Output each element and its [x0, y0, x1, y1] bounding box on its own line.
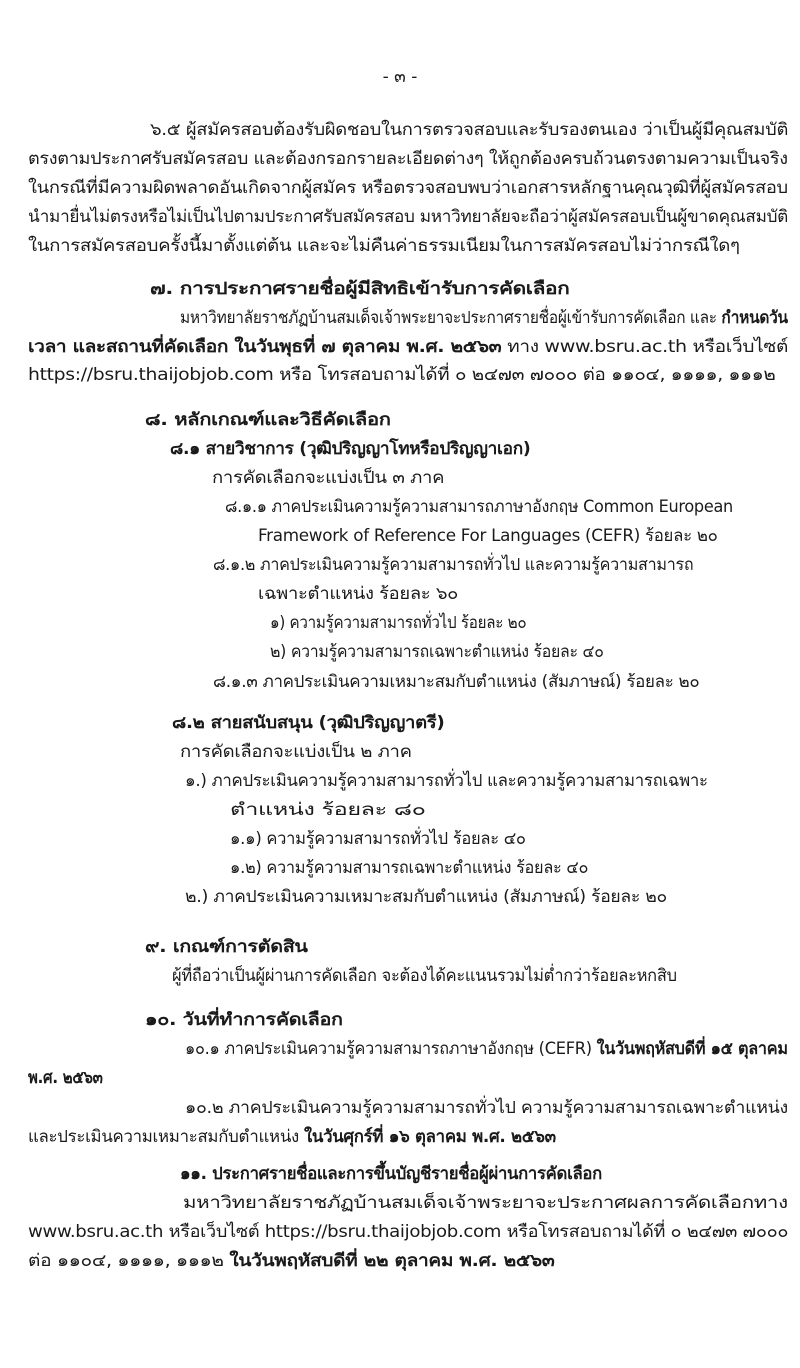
text-run: พ.ศ. ๒๕๖๓	[28, 1068, 103, 1088]
para-line	[180, 306, 788, 330]
para-line	[28, 1066, 103, 1090]
subsection-heading-8-2	[172, 711, 445, 735]
text-run: ในวันพฤหัสบดีที่ ๒๒ ตุลาคม พ.ศ. ๒๕๖๓	[229, 1251, 555, 1271]
text-run: ตรงตามประกาศรับสมัครสอบ และต้องกรอกรายละเอียดต่างๆ ให้ถูกต้องครบถ้วนตรงตามความเป็นจริง	[28, 149, 788, 169]
text-run: นำมายื่นไม่ตรงหรือไม่เป็นไปตามประกาศรับสมัครสอบ มหาวิทยาลัยจะถือว่าผู้สมัครสอบเป็นผู้ขาดคุณสมบัติ	[28, 207, 789, 227]
text-run: และประเมินความเหมาะสมกับตำแหน่ง	[28, 1127, 304, 1147]
para-line	[28, 1220, 788, 1244]
text-run: www.bsru.ac.th หรือเว็บไซต์ https://bsru.thaijobjob.com หรือโทรสอบถามได้ที่ ๐ ๒๔๗๓ ๗๐๐๐	[28, 1222, 789, 1242]
text-run: ๑๐.๒ ภาคประเมินความรู้ความสามารถทั่วไป ความรู้ความสามารถเฉพาะตำแหน่ง	[185, 1098, 788, 1118]
text-run: ๑.๑) ความรู้ความสามารถทั่วไป ร้อยละ ๔๐	[230, 829, 526, 849]
para-line	[28, 205, 788, 229]
text-run: ผู้ที่ถือว่าเป็นผู้ผ่านการคัดเลือก จะต้องได้คะแนนรวมไม่ต่ำกว่าร้อยละหกสิบ	[172, 966, 677, 986]
para-line	[185, 1096, 788, 1120]
text-run: มหาวิทยาลัยราชภัฏบ้านสมเด็จเจ้าพระยาจะประกาศผลการคัดเลือกทาง	[183, 1193, 788, 1213]
list-line	[230, 798, 425, 822]
list-line	[185, 769, 708, 793]
list-line	[180, 740, 412, 764]
list-line	[213, 670, 699, 694]
list-line	[213, 553, 693, 577]
text-run: ๒) ความรู้ความสามารถเฉพาะตำแหน่ง ร้อยละ ๔๐	[270, 642, 604, 662]
text-run: ๑๑. ประกาศรายชื่อและการขึ้นบัญชีรายชื่อผู้ผ่านการคัดเลือก	[180, 1164, 602, 1184]
list-line	[258, 582, 458, 606]
page-number: - ๓ -	[382, 67, 418, 87]
para-line	[28, 335, 788, 359]
text-run: ในการสมัครสอบครั้งนี้มาตั้งแต่ต้น และจะไม่คืนค่าธรรมเนียมในการสมัครสอบไม่ว่ากรณีใดๆ	[28, 236, 740, 256]
text-run: ทาง www.bsru.ac.th หรือเว็บไซต์	[501, 337, 789, 357]
list-line	[230, 827, 526, 851]
para-line	[172, 964, 677, 988]
text-run: ตำแหน่ง ร้อยละ ๘๐	[230, 800, 426, 820]
text-run: ๘.๑.๑ ภาคประเมินความรู้ความสามารถภาษาอังกฤษ Common European	[225, 497, 733, 517]
list-line	[230, 856, 588, 880]
text-run: ๘.๒ สายสนับสนุน (วุฒิปริญญาตรี)	[172, 713, 445, 733]
text-run: ต่อ ๑๑๐๔, ๑๑๑๑, ๑๑๑๒	[28, 1251, 230, 1271]
text-run: การคัดเลือกจะแบ่งเป็น ๒ ภาค	[180, 742, 412, 762]
list-line	[270, 611, 526, 635]
list-line	[185, 885, 667, 909]
section-heading-9	[145, 935, 308, 959]
subsection-heading-8-1	[170, 437, 530, 461]
para-line	[28, 1125, 556, 1149]
para-line	[28, 234, 740, 258]
list-line	[212, 466, 444, 490]
text-run: มหาวิทยาลัยราชภัฏบ้านสมเด็จเจ้าพระยาจะประกาศรายชื่อผู้เข้ารับการคัดเลือก และ	[180, 308, 722, 328]
section-heading-8	[145, 408, 391, 432]
text-run: ในวันศุกร์ที่ ๑๖ ตุลาคม พ.ศ. ๒๕๖๓	[303, 1127, 556, 1147]
text-run: ๘.๑ สายวิชาการ (วุฒิปริญญาโทหรือปริญญาเอก)	[170, 439, 531, 459]
text-run: กำหนดวัน	[721, 308, 788, 328]
para-line	[28, 176, 788, 200]
text-run: ในกรณีที่มีความผิดพลาดอันเกิดจากผู้สมัคร หรือตรวจสอบพบว่าเอกสารหลักฐานคุณวุฒิที่ผู้สมัครสอบ	[28, 178, 788, 198]
list-line	[225, 495, 733, 519]
text-run: การคัดเลือกจะแบ่งเป็น ๓ ภาค	[212, 468, 445, 488]
text-run: ๑.๒) ความรู้ความสามารถเฉพาะตำแหน่ง ร้อยละ ๔๐	[230, 858, 589, 878]
para-line	[28, 1249, 554, 1273]
list-line	[258, 524, 718, 548]
text-run: ๒.) ภาคประเมินความเหมาะสมกับตำแหน่ง (สัมภาษณ์) ร้อยละ ๒๐	[185, 887, 667, 907]
para-line	[185, 1037, 788, 1061]
section-heading-7	[150, 277, 569, 301]
para-line	[28, 147, 788, 171]
text-run: ๑) ความรู้ความสามารถทั่วไป ร้อยละ ๒๐	[270, 613, 527, 633]
text-run: เวลา และสถานที่คัดเลือก ในวันพุธที่ ๗ ตุลาคม พ.ศ. ๒๕๖๓	[28, 337, 502, 357]
text-run: Framework of Reference For Languages (CEFR) ร้อยละ ๒๐	[258, 526, 718, 546]
text-run: ๑๐.๑ ภาคประเมินความรู้ความสามารถภาษาอังกฤษ (CEFR)	[185, 1039, 597, 1059]
text-run: ๑.) ภาคประเมินความรู้ความสามารถทั่วไป และความรู้ความสามารถเฉพาะ	[185, 771, 708, 791]
section-heading-11	[180, 1162, 602, 1186]
text-run: ๑๐. วันที่ทำการคัดเลือก	[145, 1010, 343, 1030]
text-run: ๖.๕ ผู้สมัครสอบต้องรับผิดชอบในการตรวจสอบและรับรองตนเอง ว่าเป็นผู้มีคุณสมบัติ	[150, 120, 789, 140]
text-run: ๙. เกณฑ์การตัดสิน	[145, 937, 308, 957]
para-line	[150, 118, 788, 142]
text-run: ๘.๑.๒ ภาคประเมินความรู้ความสามารถทั่วไป และความรู้ความสามารถ	[213, 555, 694, 575]
text-run: ๗. การประกาศรายชื่อผู้มีสิทธิเข้ารับการคัดเลือก	[150, 279, 570, 299]
text-run: ๘.๑.๓ ภาคประเมินความเหมาะสมกับตำแหน่ง (สัมภาษณ์) ร้อยละ ๒๐	[213, 672, 700, 692]
text-run: https://bsru.thaijobjob.com หรือ โทรสอบถามได้ที่ ๐ ๒๔๗๓ ๗๐๐๐ ต่อ ๑๑๐๔, ๑๑๑๑, ๑๑๑๒	[28, 365, 776, 385]
section-heading-10	[145, 1008, 343, 1032]
text-run: เฉพาะตำแหน่ง ร้อยละ ๖๐	[258, 584, 459, 604]
text-run: ในวันพฤหัสบดีที่ ๑๕ ตุลาคม	[596, 1039, 788, 1059]
list-line	[270, 640, 604, 664]
para-line	[183, 1191, 788, 1215]
para-line	[28, 363, 775, 387]
text-run: ๘. หลักเกณฑ์และวิธีคัดเลือก	[145, 410, 391, 430]
